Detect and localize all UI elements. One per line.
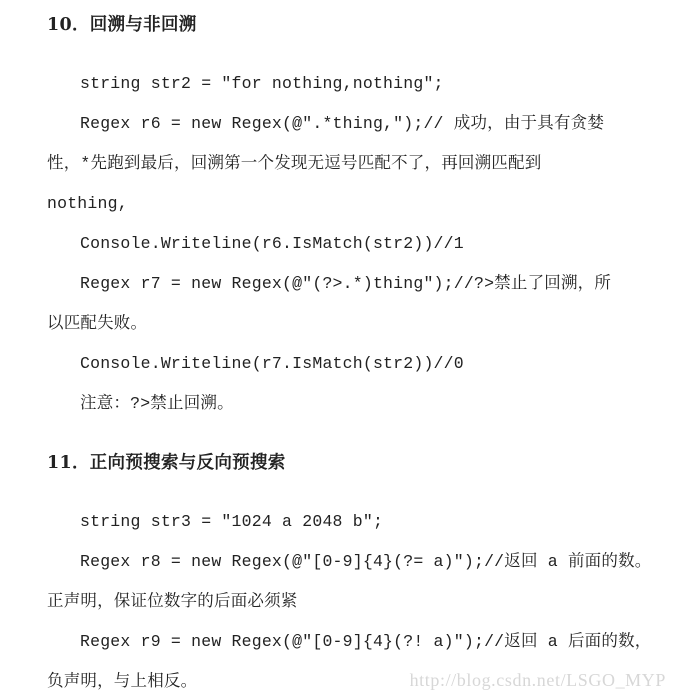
code-line: Regex r9 = new Regex(@"[0-9]{4}(?! a)");//返回 a 后面的数， [80,632,652,651]
text-line: nothing, [47,194,128,213]
code-line: string str2 = "for nothing,nothing"; [80,74,444,93]
text-line: 负声明，与上相反。 [47,672,198,691]
code-line: Regex r7 = new Regex(@"(?>.*)thing");//?>禁止了回溯，所 [80,274,612,293]
text-line: 正声明，保证位数字的后面必须紧 [47,592,298,611]
text-line: 性，*先跑到最后，回溯第一个发现无逗号匹配不了，再回溯匹配到 [47,154,542,173]
code-line: Console.Writeline(r6.IsMatch(str2))//1 [80,234,464,253]
code-line: Regex r8 = new Regex(@"[0-9]{4}(?= a)");//返回 a 前面的数。 [80,552,652,571]
section-11-heading: 11．正向预搜索与反向预搜索 [47,453,286,473]
section-10-heading: 10．回溯与非回溯 [47,15,197,35]
code-line: string str3 = "1024 a 2048 b"; [80,512,384,531]
note-line: 注意：?>禁止回溯。 [80,394,234,413]
code-line: Console.Writeline(r7.IsMatch(str2))//0 [80,354,464,373]
watermark-url: http://blog.csdn.net/LSGO_MYP [409,670,666,690]
code-line: Regex r6 = new Regex(@".*thing,");// 成功，由于具有贪婪 [80,114,605,133]
text-line: 以匹配失败。 [47,314,148,333]
